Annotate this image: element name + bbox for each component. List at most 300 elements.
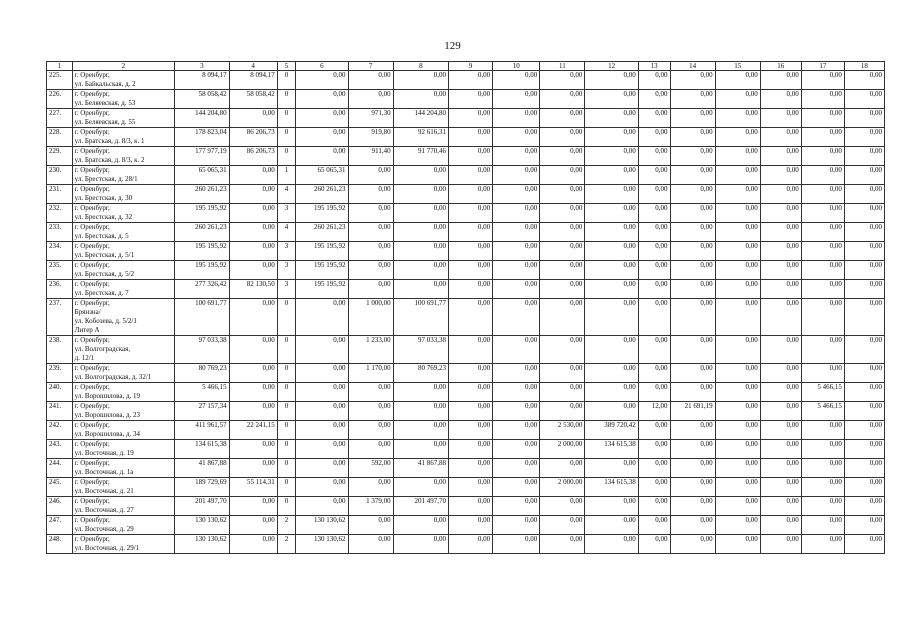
value-cell: 0,00 — [844, 71, 884, 90]
value-cell: 0,00 — [493, 242, 540, 261]
value-cell: 0,00 — [449, 261, 493, 280]
address-cell — [72, 223, 175, 242]
table-row — [47, 242, 885, 261]
value-cell: 2 000,00 — [540, 440, 585, 459]
value-cell: 0,00 — [844, 478, 884, 497]
table-row — [47, 166, 885, 185]
value-cell: 8 094,17 — [229, 71, 277, 90]
value-cell: 0,00 — [540, 364, 585, 383]
value-cell: 0,00 — [296, 421, 348, 440]
value-cell: 0,00 — [670, 459, 715, 478]
value-cell: 86 206,73 — [229, 128, 277, 147]
value-cell: 65 065,31 — [296, 166, 348, 185]
value-cell: 0,00 — [670, 90, 715, 109]
value-cell: 0,00 — [348, 535, 393, 554]
value-cell: 0,00 — [760, 280, 801, 299]
address-line: г. Оренбург, — [74, 364, 110, 372]
value-cell: 0,00 — [670, 128, 715, 147]
value-cell: 0 — [277, 459, 295, 478]
value-cell: 0,00 — [296, 402, 348, 421]
address-line: г. Оренбург, — [74, 261, 110, 269]
value-cell: 1 379,00 — [348, 497, 393, 516]
address-line: г. Оренбург, — [74, 459, 110, 467]
value-cell: 0,00 — [760, 421, 801, 440]
column-header: 17 — [801, 62, 844, 71]
address-line: г. Оренбург, — [74, 478, 110, 486]
value-cell: 0,00 — [801, 90, 844, 109]
value-cell: 0,00 — [540, 147, 585, 166]
value-cell: 4 — [277, 223, 295, 242]
row-number: 225. — [47, 71, 73, 90]
table-row — [47, 535, 885, 554]
value-cell: 0,00 — [844, 109, 884, 128]
value-cell: 0,00 — [493, 383, 540, 402]
value-cell: 0,00 — [715, 261, 760, 280]
value-cell: 0,00 — [801, 440, 844, 459]
address-line: г. Оренбург, — [74, 147, 110, 155]
value-cell: 97 033,38 — [175, 336, 229, 364]
value-cell: 0,00 — [296, 109, 348, 128]
address-cell — [72, 90, 175, 109]
value-cell: 0,00 — [801, 261, 844, 280]
row-number: 228. — [47, 128, 73, 147]
value-cell: 0,00 — [801, 109, 844, 128]
value-cell: 0,00 — [393, 421, 448, 440]
value-cell: 0,00 — [540, 497, 585, 516]
address-line: ул. Восточная, д. 27 — [74, 506, 134, 514]
column-header: 18 — [844, 62, 884, 71]
value-cell: 0,00 — [348, 185, 393, 204]
address-line: ул. Ворошилова, д. 34 — [74, 430, 141, 438]
address-line: г. Оренбург, — [74, 280, 110, 288]
value-cell: 0,00 — [229, 299, 277, 336]
value-cell: 0,00 — [585, 185, 638, 204]
address-line: ул. Ворошилова, д. 23 — [74, 411, 141, 419]
value-cell: 0,00 — [449, 166, 493, 185]
table-row — [47, 147, 885, 166]
row-number: 239. — [47, 364, 73, 383]
value-cell: 5 466,15 — [801, 402, 844, 421]
value-cell: 0,00 — [715, 280, 760, 299]
address-cell — [72, 516, 175, 535]
row-number: 245. — [47, 478, 73, 497]
value-cell: 177 977,19 — [175, 147, 229, 166]
value-cell: 0,00 — [493, 128, 540, 147]
value-cell: 0,00 — [670, 440, 715, 459]
value-cell: 0,00 — [801, 166, 844, 185]
value-cell: 0,00 — [844, 336, 884, 364]
value-cell: 0,00 — [348, 166, 393, 185]
address-cell — [72, 242, 175, 261]
value-cell: 0,00 — [348, 261, 393, 280]
value-cell: 2 — [277, 535, 295, 554]
value-cell: 0 — [277, 364, 295, 383]
value-cell: 134 615,38 — [585, 478, 638, 497]
value-cell: 0,00 — [670, 147, 715, 166]
value-cell: 0,00 — [449, 402, 493, 421]
value-cell: 0,00 — [844, 261, 884, 280]
value-cell: 0,00 — [449, 336, 493, 364]
value-cell: 0,00 — [449, 516, 493, 535]
value-cell: 0,00 — [229, 185, 277, 204]
value-cell: 0,00 — [844, 440, 884, 459]
value-cell: 0,00 — [493, 336, 540, 364]
value-cell: 0,00 — [801, 128, 844, 147]
value-cell: 0,00 — [449, 478, 493, 497]
value-cell: 0,00 — [540, 336, 585, 364]
value-cell: 0,00 — [229, 383, 277, 402]
address-line: ул. Беляевская, д. 55 — [74, 118, 136, 126]
value-cell: 0,00 — [801, 147, 844, 166]
value-cell: 0,00 — [449, 71, 493, 90]
value-cell: 0,00 — [801, 336, 844, 364]
value-cell: 1 000,00 — [348, 299, 393, 336]
value-cell: 0,00 — [449, 440, 493, 459]
value-cell: 144 204,80 — [175, 109, 229, 128]
address-cell — [72, 421, 175, 440]
address-line: ул. Беляевская, д. 53 — [74, 99, 136, 107]
value-cell: 0 — [277, 478, 295, 497]
value-cell: 55 114,31 — [229, 478, 277, 497]
value-cell: 0,00 — [449, 185, 493, 204]
value-cell: 0,00 — [760, 223, 801, 242]
address-cell — [72, 71, 175, 90]
value-cell: 0,00 — [348, 440, 393, 459]
value-cell: 0,00 — [844, 421, 884, 440]
value-cell: 0,00 — [844, 166, 884, 185]
value-cell: 0,00 — [493, 223, 540, 242]
row-number: 248. — [47, 535, 73, 554]
value-cell: 0,00 — [638, 383, 670, 402]
value-cell: 0,00 — [760, 364, 801, 383]
value-cell: 0 — [277, 90, 295, 109]
value-cell: 134 615,38 — [175, 440, 229, 459]
value-cell: 0,00 — [760, 71, 801, 90]
value-cell: 0,00 — [449, 497, 493, 516]
row-number: 233. — [47, 223, 73, 242]
value-cell: 0,00 — [449, 90, 493, 109]
address-line: ул. Брестская, д. 32 — [74, 213, 133, 221]
value-cell: 0,00 — [393, 185, 448, 204]
value-cell: 0,00 — [638, 516, 670, 535]
value-cell: 0,00 — [585, 147, 638, 166]
row-number: 235. — [47, 261, 73, 280]
value-cell: 0,00 — [585, 516, 638, 535]
value-cell: 0,00 — [493, 516, 540, 535]
value-cell: 0,00 — [670, 185, 715, 204]
value-cell: 0,00 — [540, 223, 585, 242]
value-cell: 0,00 — [296, 497, 348, 516]
value-cell: 0,00 — [585, 402, 638, 421]
address-cell — [72, 364, 175, 383]
row-number: 243. — [47, 440, 73, 459]
address-cell — [72, 299, 175, 336]
value-cell: 0,00 — [229, 364, 277, 383]
row-number: 241. — [47, 402, 73, 421]
value-cell: 0,00 — [229, 459, 277, 478]
address-line: г. Оренбург, — [74, 185, 110, 193]
value-cell: 0,00 — [229, 242, 277, 261]
address-line: ул. Восточная, д. 29/1 — [74, 544, 140, 552]
value-cell: 100 691,77 — [175, 299, 229, 336]
value-cell: 0,00 — [493, 299, 540, 336]
value-cell: 0 — [277, 299, 295, 336]
table-row — [47, 223, 885, 242]
address-cell — [72, 535, 175, 554]
value-cell: 0,00 — [670, 109, 715, 128]
address-cell — [72, 402, 175, 421]
column-header: 2 — [72, 62, 175, 71]
value-cell: 0,00 — [449, 128, 493, 147]
value-cell: 0 — [277, 336, 295, 364]
table-row — [47, 383, 885, 402]
value-cell: 0,00 — [844, 280, 884, 299]
value-cell: 0,00 — [393, 478, 448, 497]
value-cell: 0,00 — [760, 299, 801, 336]
value-cell: 0,00 — [393, 90, 448, 109]
value-cell: 3 — [277, 204, 295, 223]
column-header: 12 — [585, 62, 638, 71]
value-cell: 0,00 — [493, 71, 540, 90]
value-cell: 0,00 — [715, 402, 760, 421]
row-number: 227. — [47, 109, 73, 128]
value-cell: 0,00 — [449, 535, 493, 554]
address-line: ул. Восточная, д. 29 — [74, 525, 134, 533]
value-cell: 130 130,62 — [175, 516, 229, 535]
value-cell: 0,00 — [760, 402, 801, 421]
value-cell: 0,00 — [670, 261, 715, 280]
value-cell: 0,00 — [670, 497, 715, 516]
value-cell: 0,00 — [844, 364, 884, 383]
value-cell: 0,00 — [638, 364, 670, 383]
value-cell: 0,00 — [393, 280, 448, 299]
value-cell: 0,00 — [801, 280, 844, 299]
value-cell: 0,00 — [540, 204, 585, 223]
value-cell: 0,00 — [760, 128, 801, 147]
table-row — [47, 478, 885, 497]
value-cell: 0,00 — [638, 185, 670, 204]
value-cell: 0,00 — [638, 459, 670, 478]
value-cell: 86 206,73 — [229, 147, 277, 166]
value-cell: 58 058,42 — [175, 90, 229, 109]
address-line: г. Оренбург, — [74, 109, 110, 117]
value-cell: 0,00 — [844, 128, 884, 147]
value-cell: 22 241,15 — [229, 421, 277, 440]
value-cell: 0,00 — [638, 497, 670, 516]
value-cell: 0,00 — [638, 147, 670, 166]
value-cell: 0,00 — [670, 223, 715, 242]
value-cell: 0,00 — [801, 535, 844, 554]
value-cell: 0,00 — [449, 223, 493, 242]
value-cell: 0,00 — [670, 478, 715, 497]
value-cell: 277 326,42 — [175, 280, 229, 299]
value-cell: 0,00 — [670, 204, 715, 223]
value-cell: 0,00 — [229, 535, 277, 554]
value-cell: 0,00 — [844, 242, 884, 261]
value-cell: 0,00 — [540, 402, 585, 421]
table-row — [47, 336, 885, 364]
value-cell: 0,00 — [393, 402, 448, 421]
header-row — [47, 62, 885, 71]
value-cell: 0,00 — [393, 166, 448, 185]
value-cell: 0,00 — [348, 383, 393, 402]
value-cell: 0,00 — [449, 421, 493, 440]
value-cell: 195 195,92 — [296, 204, 348, 223]
value-cell: 0,00 — [715, 364, 760, 383]
value-cell: 65 065,31 — [175, 166, 229, 185]
value-cell: 0,00 — [296, 383, 348, 402]
value-cell: 0,00 — [638, 280, 670, 299]
table-row — [47, 280, 885, 299]
value-cell: 0,00 — [801, 497, 844, 516]
address-line: ул. Ворошилова, д. 19 — [74, 392, 141, 400]
value-cell: 0,00 — [638, 440, 670, 459]
value-cell: 0,00 — [801, 204, 844, 223]
value-cell: 0,00 — [715, 497, 760, 516]
value-cell: 0,00 — [715, 440, 760, 459]
value-cell: 0,00 — [348, 421, 393, 440]
row-number: 238. — [47, 336, 73, 364]
value-cell: 0,00 — [540, 71, 585, 90]
column-header: 15 — [715, 62, 760, 71]
value-cell: 0,00 — [715, 516, 760, 535]
value-cell: 178 823,04 — [175, 128, 229, 147]
value-cell: 0 — [277, 147, 295, 166]
value-cell: 0,00 — [449, 204, 493, 223]
value-cell: 0,00 — [670, 383, 715, 402]
value-cell: 0,00 — [638, 478, 670, 497]
address-line: ул. Брестская, д. 5/1 — [74, 251, 135, 259]
address-line: ул. Брестская, д. 30 — [74, 194, 133, 202]
value-cell: 0,00 — [638, 204, 670, 223]
value-cell: 0,00 — [670, 336, 715, 364]
value-cell: 0,00 — [844, 402, 884, 421]
value-cell: 0,00 — [585, 166, 638, 185]
value-cell: 4 — [277, 185, 295, 204]
value-cell: 0,00 — [638, 421, 670, 440]
value-cell: 0,00 — [585, 336, 638, 364]
address-line: г. Оренбург, — [74, 383, 110, 391]
column-header: 16 — [760, 62, 801, 71]
value-cell: 0,00 — [393, 71, 448, 90]
value-cell: 0,00 — [296, 478, 348, 497]
value-cell: 971,30 — [348, 109, 393, 128]
address-cell — [72, 383, 175, 402]
value-cell: 0,00 — [449, 109, 493, 128]
value-cell: 0,00 — [638, 261, 670, 280]
value-cell: 0,00 — [348, 516, 393, 535]
value-cell: 0 — [277, 71, 295, 90]
value-cell: 0,00 — [585, 535, 638, 554]
table-row — [47, 497, 885, 516]
value-cell: 195 195,92 — [175, 204, 229, 223]
address-cell — [72, 497, 175, 516]
address-cell — [72, 166, 175, 185]
row-number: 237. — [47, 299, 73, 336]
value-cell: 0,00 — [493, 185, 540, 204]
value-cell: 260 261,23 — [296, 185, 348, 204]
value-cell: 0,00 — [801, 242, 844, 261]
value-cell: 0,00 — [715, 478, 760, 497]
value-cell: 41 867,88 — [175, 459, 229, 478]
table-row — [47, 299, 885, 336]
value-cell: 0,00 — [348, 204, 393, 223]
value-cell: 27 157,34 — [175, 402, 229, 421]
value-cell: 195 195,92 — [296, 261, 348, 280]
value-cell: 0,00 — [844, 497, 884, 516]
value-cell: 0,00 — [801, 71, 844, 90]
value-cell: 0,00 — [540, 109, 585, 128]
address-line: ул. Брестская, д. 5 — [74, 232, 129, 240]
column-header: 3 — [175, 62, 229, 71]
value-cell: 389 720,42 — [585, 421, 638, 440]
value-cell: 0,00 — [801, 299, 844, 336]
column-header: 1 — [47, 62, 73, 71]
value-cell: 0,00 — [670, 242, 715, 261]
value-cell: 12,00 — [638, 402, 670, 421]
value-cell: 0,00 — [585, 128, 638, 147]
row-number: 234. — [47, 242, 73, 261]
value-cell: 201 497,70 — [175, 497, 229, 516]
value-cell: 0,00 — [296, 299, 348, 336]
value-cell: 0,00 — [493, 478, 540, 497]
address-line: г. Оренбург, — [74, 299, 110, 307]
table-row — [47, 421, 885, 440]
value-cell: 0,00 — [715, 459, 760, 478]
value-cell: 0,00 — [715, 147, 760, 166]
address-cell — [72, 280, 175, 299]
value-cell: 3 — [277, 280, 295, 299]
address-line: г. Оренбург, — [74, 71, 110, 79]
value-cell: 0,00 — [844, 516, 884, 535]
value-cell: 0,00 — [229, 261, 277, 280]
value-cell: 189 729,69 — [175, 478, 229, 497]
value-cell: 80 769,23 — [393, 364, 448, 383]
table-row — [47, 516, 885, 535]
table-row — [47, 128, 885, 147]
value-cell: 260 261,23 — [175, 223, 229, 242]
table-row — [47, 261, 885, 280]
value-cell: 0,00 — [801, 478, 844, 497]
value-cell: 0,00 — [540, 280, 585, 299]
value-cell: 919,80 — [348, 128, 393, 147]
address-cell — [72, 147, 175, 166]
value-cell: 0,00 — [844, 383, 884, 402]
value-cell: 2 — [277, 516, 295, 535]
value-cell: 0,00 — [540, 299, 585, 336]
value-cell: 0,00 — [540, 128, 585, 147]
value-cell: 0,00 — [393, 223, 448, 242]
value-cell: 0,00 — [715, 109, 760, 128]
address-line: ул. Волгоградская, д. 32/1 — [74, 373, 152, 381]
value-cell: 0,00 — [585, 223, 638, 242]
value-cell: 0,00 — [348, 223, 393, 242]
value-cell: 0,00 — [296, 71, 348, 90]
value-cell: 92 616,31 — [393, 128, 448, 147]
value-cell: 0,00 — [844, 147, 884, 166]
column-header: 4 — [229, 62, 277, 71]
address-line: ул. Кобозева, д. 5/2/1 — [74, 317, 137, 325]
value-cell: 144 204,80 — [393, 109, 448, 128]
address-cell — [72, 109, 175, 128]
value-cell: 0,00 — [715, 185, 760, 204]
value-cell: 0,00 — [585, 261, 638, 280]
value-cell: 0,00 — [493, 459, 540, 478]
value-cell: 0,00 — [670, 299, 715, 336]
value-cell: 0,00 — [670, 364, 715, 383]
value-cell: 82 130,50 — [229, 280, 277, 299]
value-cell: 0,00 — [638, 128, 670, 147]
